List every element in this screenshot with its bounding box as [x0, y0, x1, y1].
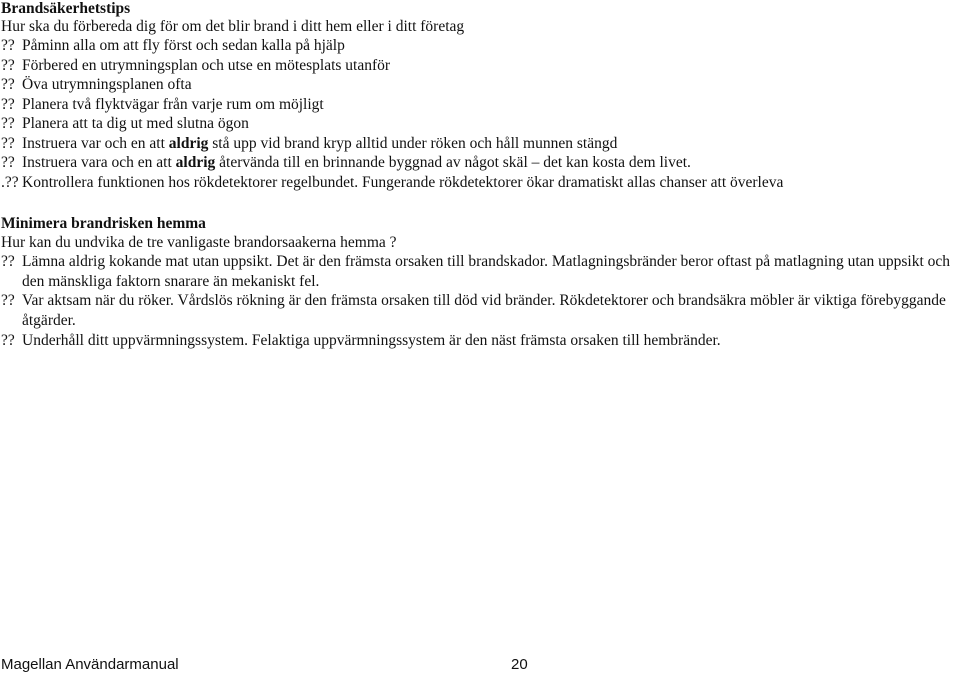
list-item — [1, 36, 957, 56]
bullet-marker: ?? — [1, 154, 15, 171]
bullet-marker: ?? — [1, 37, 15, 54]
list-item-text: Förbered en utrymningsplan och utse en mötesplats utanför — [22, 56, 391, 74]
section-intro: Hur ska du förbereda dig för om det blir brand i ditt hem eller i ditt företag — [1, 18, 465, 35]
list-item-text-part: återvända till en brinnande byggnad av något skäl – det kan kosta dem livet. — [215, 154, 691, 171]
bullet-marker: .?? — [1, 173, 19, 191]
bullet-marker: ?? — [1, 76, 15, 93]
list-item-text: Planera två flyktvägar från varje rum om möjligt — [22, 95, 324, 113]
list-item-text: Lämna aldrig kokande mat utan uppsikt. Det är den främsta orsaken till brandskador. Matlagningsbränder beror oftast på matlagning utan uppsikt och den mänskliga faktorn snarare än mekaniskt fel. — [22, 253, 951, 290]
bullet-marker: ?? — [1, 134, 15, 152]
list-item — [1, 134, 957, 154]
section-intro: Hur kan du undvika de tre vanligaste brandorsaakerna hemma ? — [1, 234, 397, 251]
bullet-marker: ?? — [1, 331, 15, 349]
list-item-text: Underhåll ditt uppvärmningssystem. Felaktiga uppvärmningssystem är den näst främsta orsaken till hembränder. — [22, 331, 721, 349]
list-item — [1, 153, 957, 173]
footer-manual-title: Magellan Användarmanual — [1, 656, 179, 673]
footer-page-number: 20 — [511, 656, 528, 673]
list-item — [1, 114, 957, 134]
list-item-text — [22, 153, 957, 173]
bullet-marker: ?? — [1, 292, 15, 309]
bullet-marker: ?? — [1, 95, 15, 113]
list-item-text: Öva utrymningsplanen ofta — [22, 76, 192, 93]
section-title-fire-safety-tips: Brandsäkerhetstips — [1, 0, 131, 17]
list-item-text-part: stå upp vid brand kryp alltid under röken och håll munnen stängd — [208, 134, 618, 152]
list-item — [1, 95, 957, 115]
list-item — [1, 252, 957, 291]
list-item-text-part: Instruera vara och en att — [22, 154, 176, 171]
list-item-text — [22, 134, 957, 154]
list-item — [1, 56, 957, 76]
list-item — [1, 75, 957, 95]
list-item-text: Var aktsam när du röker. Vårdslös rökning är den främsta orsaken till död vid bränder. Rökdetektorer och brandsäkra möbler är viktiga förebyggande åtgärder. — [22, 292, 946, 329]
list-item-text-part: Instruera var och en att — [22, 134, 169, 152]
emphasis-never: aldrig — [168, 134, 209, 152]
list-item — [1, 173, 957, 193]
list-item — [1, 331, 957, 351]
bullet-marker: ?? — [1, 115, 15, 132]
bullet-marker: ?? — [1, 56, 15, 74]
list-item-text: Påminn alla om att fly först och sedan kalla på hjälp — [22, 37, 345, 54]
list-item-text: Kontrollera funktionen hos rökdetektorer regelbundet. Fungerande rökdetektorer ökar dramatiskt allas chanser att överleva — [22, 173, 784, 191]
emphasis-never: aldrig — [175, 154, 216, 171]
list-item — [1, 291, 957, 330]
list-item-text: Planera att ta dig ut med slutna ögon — [22, 115, 249, 132]
section-title-minimize-fire-risk: Minimera brandrisken hemma — [1, 215, 206, 232]
bullet-marker: ?? — [1, 253, 15, 270]
